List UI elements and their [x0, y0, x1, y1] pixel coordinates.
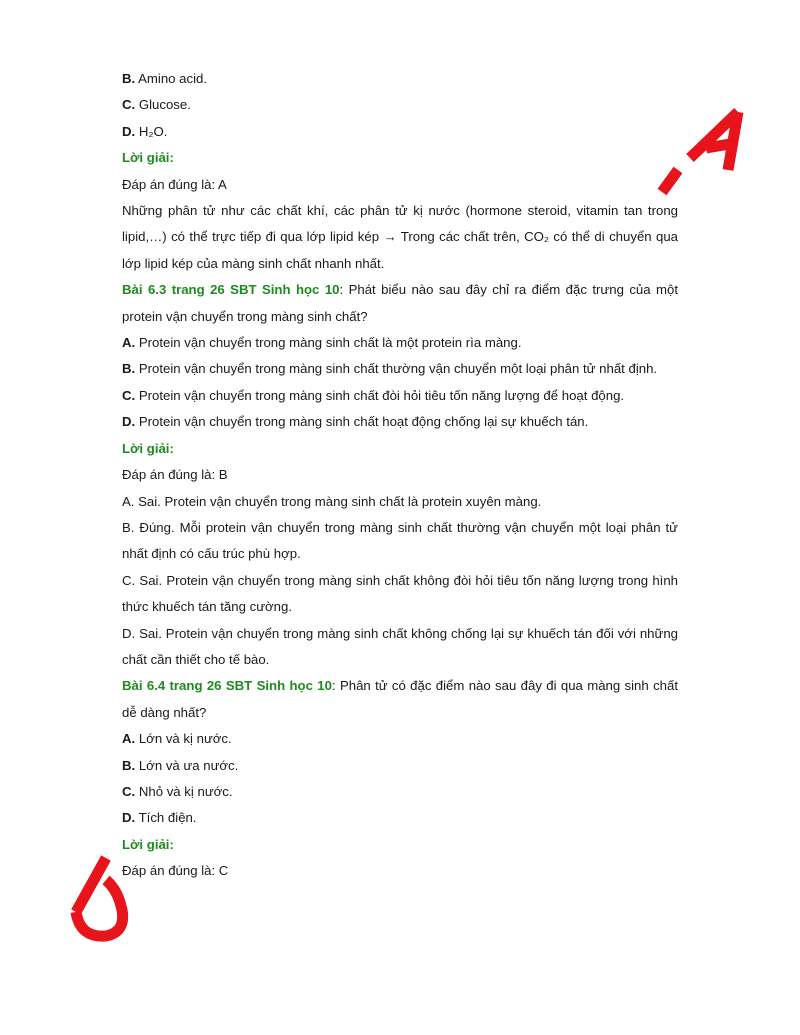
q64-option-b: B. Lớn và ưa nước.	[122, 757, 239, 773]
q63-explanation-c: C. Sai. Protein vận chuyển trong màng sinh chất không đòi hỏi tiêu tốn năng lượng trong hình thức khuếch tán tăng cường.	[122, 572, 678, 615]
q63-title: Bài 6.3 trang 26 SBT Sinh học 10	[122, 282, 340, 298]
q63-option-d: D. Protein vận chuyển trong màng sinh chất hoạt động chống lại sự khuếch tán.	[122, 414, 589, 430]
q63-answer: Đáp án đúng là: B	[122, 467, 228, 483]
q63-option-a: A. Protein vận chuyển trong màng sinh chất là một protein rìa màng.	[122, 335, 522, 351]
q63-question: Bài 6.3 trang 26 SBT Sinh học 10: Phát biểu nào sau đây chỉ ra điểm đặc trưng của một protein vận chuyển trong màng sinh chất?	[122, 282, 678, 324]
q64-option-d: D. Tích điện.	[122, 810, 197, 826]
q64-option-a: A. Lớn và kị nước.	[122, 731, 232, 747]
q63-explanation-b: B. Đúng. Mỗi protein vận chuyển trong màng sinh chất thường vận chuyển một loại phân tử nhất định có cấu trúc phù hợp.	[122, 519, 678, 562]
q63-explanation-a: A. Sai. Protein vận chuyển trong màng sinh chất là protein xuyên màng.	[122, 493, 542, 509]
q64-solution-label: Lời giải:	[122, 836, 174, 852]
q63-solution-label: Lời giải:	[122, 440, 174, 456]
q62-option-b: B. Amino acid.	[122, 71, 208, 86]
q62-option-c: C. Glucose.	[122, 97, 191, 113]
q63-option-c: C. Protein vận chuyển trong màng sinh chất đòi hỏi tiêu tốn năng lượng để hoạt động.	[122, 387, 625, 403]
q62-explanation: Những phân tử như các chất khí, các phân tử kị nước (hormone steroid, vitamin tan trong lipid,…) có thể trực tiếp đi qua lớp lipid kép → Trong các chất trên, CO₂ có thể di chuyển qua lớp lipid kép của màng sinh chất nhanh nhất.	[122, 203, 678, 271]
q62-answer: Đáp án đúng là: A	[122, 176, 227, 192]
q62-option-d: D. H₂O.	[122, 123, 168, 139]
q64-question: Bài 6.4 trang 26 SBT Sinh học 10: Phân tử có đặc điểm nào sau đây đi qua màng sinh chất dễ dàng nhất?	[122, 678, 678, 720]
document-page	[122, 66, 678, 885]
q64-option-c: C. Nhỏ và kị nước.	[122, 783, 233, 799]
q64-answer: Đáp án đúng là: C	[122, 863, 229, 879]
q64-title: Bài 6.4 trang 26 SBT Sinh học 10	[122, 678, 332, 694]
q63-option-b: B. Protein vận chuyển trong màng sinh chất thường vận chuyển một loại phân tử nhất định.	[122, 361, 658, 377]
q62-solution-label: Lời giải:	[122, 150, 174, 166]
q63-explanation-d: D. Sai. Protein vận chuyển trong màng sinh chất không chống lại sự khuếch tán đối với những chất cần thiết cho tế bào.	[122, 625, 678, 667]
